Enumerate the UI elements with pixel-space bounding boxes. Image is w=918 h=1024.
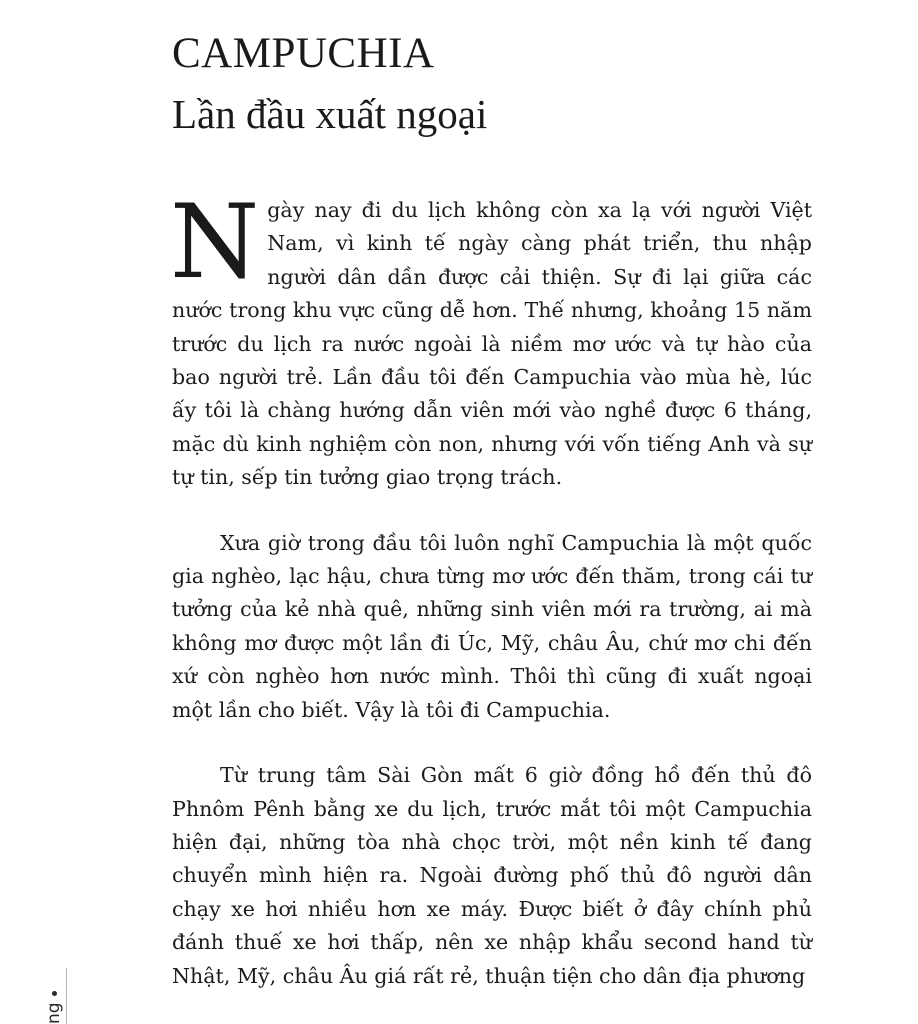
paragraph-3: Từ trung tâm Sài Gòn mất 6 giờ đồng hồ đến thủ đô Phnôm Pênh bằng xe du lịch, trước mắt tôi một Campuchia hiện đại, những tòa nhà chọc trời, một nền kinh tế đang chuyển mình hiện ra. Ngoài đường phố thủ đô người dân chạy xe hơi nhiều hơn xe máy. Được biết ở đây chính phủ đánh thuế xe hơi thấp, nên xe nhập khẩu second hand từ Nhật, Mỹ, châu Âu giá rất rẻ, thuận tiện cho dân địa phương — [172, 763, 812, 988]
paragraph-1 — [170, 183, 812, 495]
side-footer-text: ng — [44, 1002, 64, 1024]
side-running-footer — [44, 991, 64, 1024]
chapter-title-subtitle: Lần đầu xuất ngoại — [172, 91, 488, 137]
paragraph-2: Xưa giờ trong đầu tôi luôn nghĩ Campuchia là một quốc gia nghèo, lạc hậu, chưa từng mơ ước đến thăm, trong cái tư tưởng của kẻ nhà quê, những sinh viên mới ra trường, ai mà không mơ được một lần đi Úc, Mỹ, châu Âu, chứ mơ chi đến xứ còn nghèo hơn nước mình. Thôi thì cũng đi xuất ngoại một lần cho biết. Vậy là tôi đi Campuchia. — [172, 530, 812, 722]
page-gutter-line — [66, 968, 67, 1024]
chapter-title-country: CAMPUCHIA — [172, 30, 435, 77]
chapter-title — [172, 32, 487, 135]
paragraph-1-text: gày nay đi du lịch không còn xa lạ với người Việt Nam, vì kinh tế ngày càng phát triển, thu nhập người dân dần được cải thiện. Sự đi lại giữa các nước trong khu vực cũng dễ hơn. Thế nhưng, khoảng 15 năm trước du lịch ra nước ngoài là niềm mơ ước và tự hào của bao người trẻ. Lần đầu tôi đến Campuchia vào mùa hè, lúc ấy tôi là chàng hướng dẫn viên mới vào nghề được 6 tháng, mặc dù kinh nghiệm còn non, nhưng với vốn tiếng Anh và sự tự tin, sếp tin tưởng giao trọng trách. — [172, 198, 812, 490]
footer-dot-icon — [52, 991, 57, 996]
drop-cap: N — [170, 183, 260, 302]
chapter-body — [170, 183, 812, 993]
